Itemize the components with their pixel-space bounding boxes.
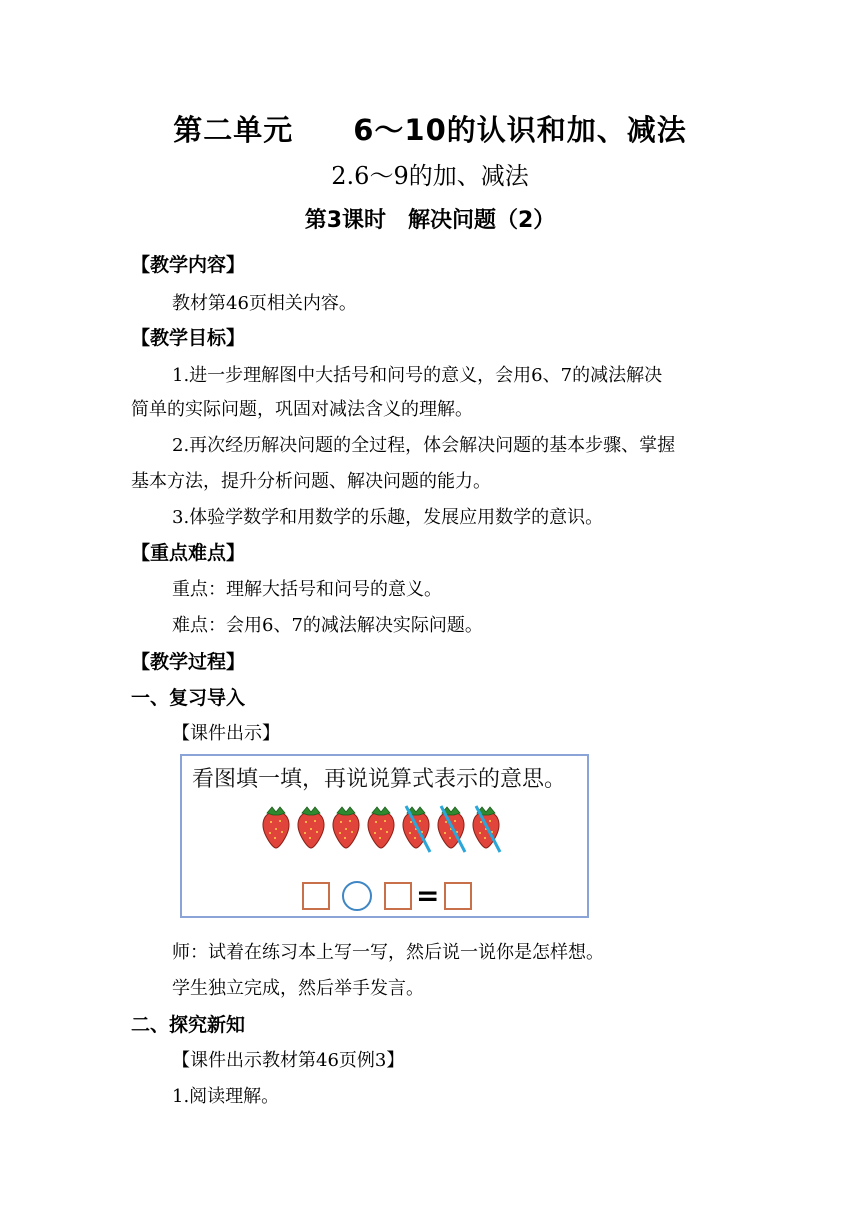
- goal-1-line-2: 简单的实际问题，巩固对减法含义的理解。: [131, 399, 473, 420]
- part-1-heading: 一、复习导入: [131, 687, 246, 709]
- goals-heading: 【教学目标】: [131, 327, 246, 349]
- process-heading: 【教学过程】: [131, 651, 246, 673]
- content-text: 教材第46页相关内容。: [172, 293, 357, 314]
- answer-box[interactable]: [444, 882, 472, 910]
- content-heading: 【教学内容】: [131, 254, 246, 276]
- blank-box[interactable]: [302, 882, 330, 910]
- goal-1-line-1: 1.进一步理解图中大括号和问号的意义，会用6、7的减法解决: [172, 365, 663, 386]
- exercise-frame: [180, 754, 589, 918]
- goal-3: 3.体验学数学和用数学的乐趣，发展应用数学的意识。: [172, 507, 604, 528]
- strawberry-icon: [263, 807, 289, 848]
- section-title: 2.6～9的加、减法: [331, 162, 529, 190]
- strawberry-icon: [368, 807, 394, 848]
- courseware-label-2: 【课件出示教材第46页例3】: [172, 1050, 405, 1071]
- goal-2-line-1: 2.再次经历解决问题的全过程，体会解决问题的基本步骤、掌握: [172, 435, 676, 456]
- step-1: 1.阅读理解。: [172, 1086, 280, 1107]
- teacher-line: 师：试着在练习本上写一写，然后说一说你是怎样想。: [172, 942, 604, 963]
- unit-title: 第二单元 6～10的认识和加、减法: [173, 113, 687, 147]
- strawberry-icon: [333, 807, 359, 848]
- student-line: 学生独立完成，然后举手发言。: [172, 978, 424, 999]
- difficult-point: 难点：会用6、7的减法解决实际问题。: [172, 615, 483, 636]
- blank-box[interactable]: [384, 882, 412, 910]
- courseware-label-1: 【课件出示】: [172, 723, 280, 744]
- exercise-question: 看图填一填，再说说算式表示的意思。: [192, 767, 567, 792]
- lesson-title: 第3课时 解决问题（2）: [304, 208, 556, 233]
- equation-blanks: [302, 880, 472, 912]
- key-point: 重点：理解大括号和问号的意义。: [172, 579, 442, 600]
- equals-sign: =: [416, 879, 440, 912]
- part-2-heading: 二、探究新知: [131, 1014, 246, 1036]
- strawberry-icon: [298, 807, 324, 848]
- operator-circle[interactable]: [342, 881, 372, 911]
- strawberry-row: [260, 802, 520, 854]
- goal-2-line-2: 基本方法，提升分析问题、解决问题的能力。: [131, 471, 491, 492]
- key-points-heading: 【重点难点】: [131, 542, 246, 564]
